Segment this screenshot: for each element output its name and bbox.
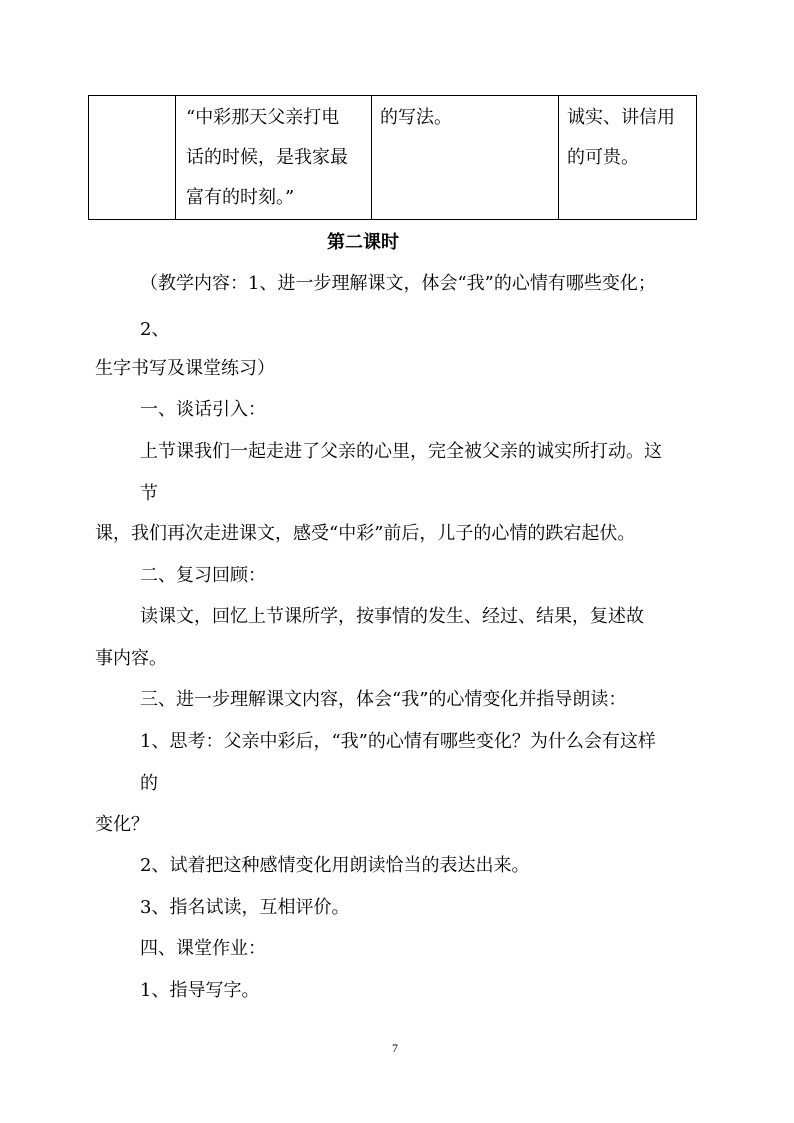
table-cell-1 <box>89 96 176 220</box>
page-number: 7 <box>392 1041 398 1055</box>
section-heading: 一、谈话引入： <box>140 399 266 420</box>
paragraph-line: 变化？ <box>95 814 149 835</box>
cell-text-line: 话的时候，是我家最 <box>186 147 348 168</box>
paragraph-line: 2、试着把这种感情变化用朗读恰当的表达出来。 <box>140 855 530 876</box>
paragraph-line: 读课文，回忆上节课所学，按事情的发生、经过、结果，复述故 <box>140 606 644 627</box>
cell-text-line: 的可贵。 <box>567 147 639 168</box>
lesson-table <box>88 95 697 220</box>
paragraph-line: 3、指名试读，互相评价。 <box>140 897 350 918</box>
table-cell-2 <box>176 96 372 220</box>
table-cell-4 <box>559 96 697 220</box>
paragraph-line: 1、思考：父亲中彩后，“我”的心情有哪些变化？为什么会有这样 <box>140 731 656 752</box>
paragraph-line: 课，我们再次走进课文，感受“中彩”前后，儿子的心情的跌宕起伏。 <box>95 523 636 544</box>
paragraph-line: （教学内容：1、进一步理解课文，体会“我”的心情有哪些变化； <box>140 273 656 294</box>
paragraph-line: 事内容。 <box>95 648 167 669</box>
table-cell-3 <box>372 96 559 220</box>
table-row <box>89 96 697 220</box>
section-heading: 三、进一步理解课文内容，体会“我”的心情变化并指导朗读： <box>140 689 627 710</box>
paragraph-line: 2、 <box>140 319 170 340</box>
cell-text-line: 的写法。 <box>380 107 452 128</box>
cell-text-line: 富有的时刻。” <box>186 187 295 208</box>
paragraph-line: 上节课我们一起走进了父亲的心里，完全被父亲的诚实所打动。这 <box>140 441 662 462</box>
lesson-title: 第二课时 <box>327 232 399 253</box>
cell-text-line: “中彩那天父亲打电 <box>186 107 340 128</box>
paragraph-line: 的 <box>140 773 158 794</box>
paragraph-line: 生字书写及课堂练习） <box>95 358 275 379</box>
section-heading: 四、课堂作业： <box>140 938 266 959</box>
cell-text-line: 诚实、讲信用 <box>567 107 675 128</box>
paragraph-line: 1、指导写字。 <box>140 980 260 1001</box>
paragraph-line: 节 <box>140 483 158 504</box>
section-heading: 二、复习回顾： <box>140 565 266 586</box>
